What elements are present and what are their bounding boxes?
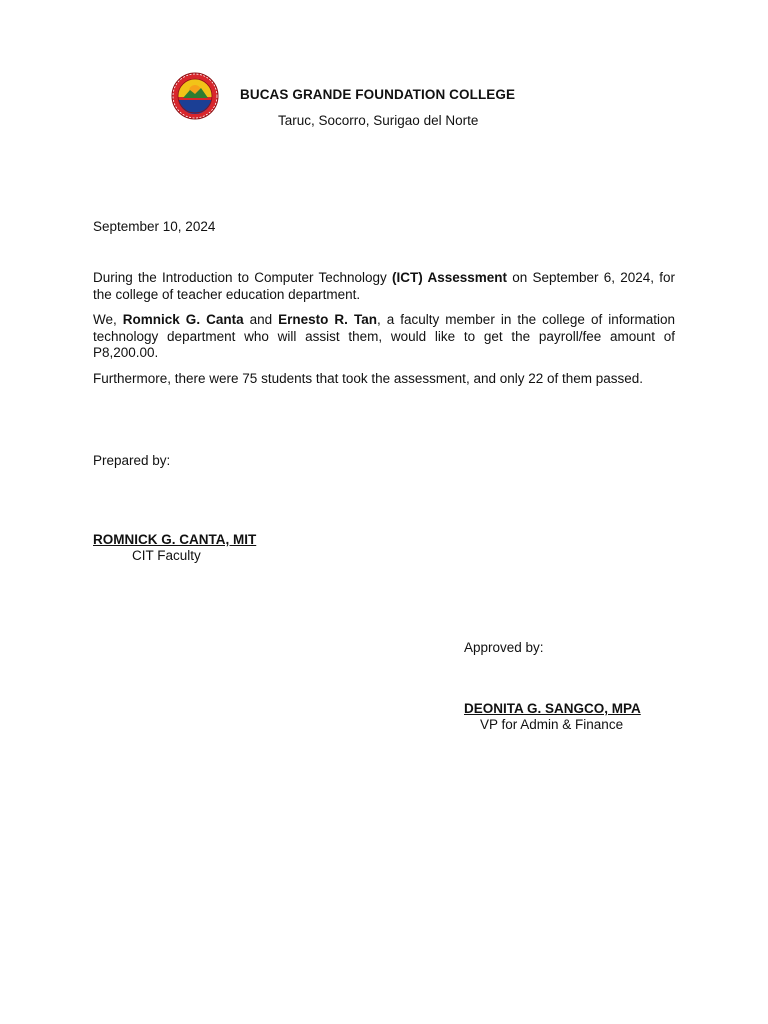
approved-by-label: Approved by: <box>464 640 544 655</box>
paragraph-1-text-end: on September 6, 2024, for the college of teacher education department. <box>93 270 676 302</box>
letter-body <box>93 270 675 396</box>
paragraph-1 <box>93 270 675 303</box>
college-seal-logo <box>170 72 220 120</box>
faculty-name-1: Romnick G. Canta <box>122 312 244 327</box>
preparer-title: CIT Faculty <box>132 548 201 563</box>
paragraph-2-conjunction: and <box>243 312 279 327</box>
letter-date: September 10, 2024 <box>93 219 216 234</box>
preparer-name: ROMNICK G. CANTA, MIT <box>93 532 257 547</box>
college-address: Taruc, Socorro, Surigao del Norte <box>278 113 479 128</box>
paragraph-2-text: We, <box>93 312 123 327</box>
college-name: BUCAS GRANDE FOUNDATION COLLEGE <box>240 87 516 102</box>
approver-name: DEONITA G. SANGCO, MPA <box>464 701 641 716</box>
faculty-name-2: Ernesto R. Tan <box>278 312 377 327</box>
paragraph-3: Furthermore, there were 75 students that took the assessment, and only 22 of them passed. <box>93 370 644 386</box>
paragraph-2 <box>93 312 675 362</box>
paragraph-2-text-end: , a faculty member in the college of information technology department who will assist them, would like to get the payroll/fee amount of P8,200.00. <box>93 312 675 360</box>
prepared-by-label: Prepared by: <box>93 453 171 468</box>
assessment-name: (ICT) Assessment <box>392 270 508 285</box>
paragraph-1-text: During the Introduction to Computer Technology <box>93 270 393 285</box>
approver-title: VP for Admin & Finance <box>480 717 624 732</box>
